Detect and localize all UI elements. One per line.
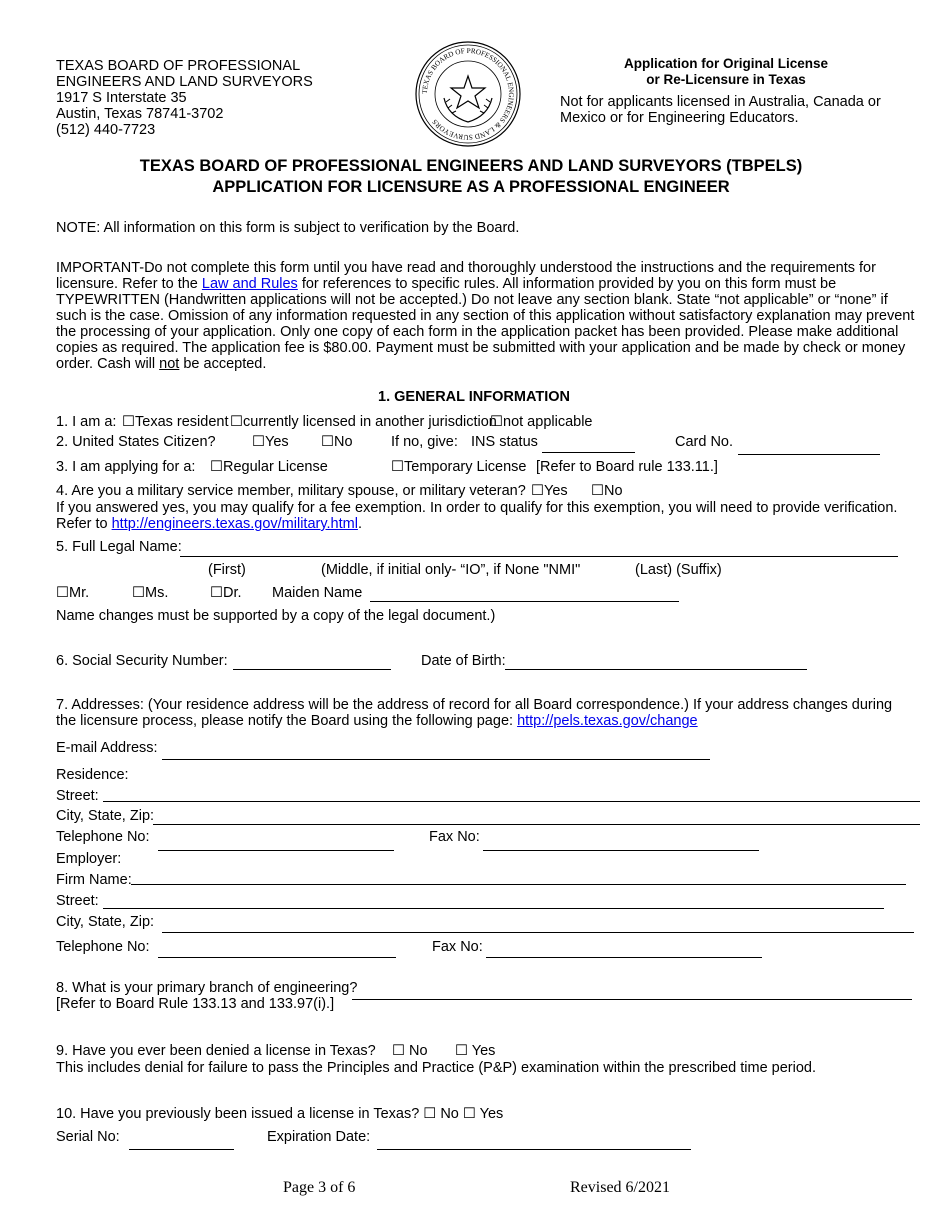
- q9-denial-note: This includes denial for failure to pass the Principles and Practice (P&P) examination within the prescribed time period.: [56, 1060, 817, 1076]
- important-line2-text: licensure. Refer to the: [56, 276, 202, 292]
- q4-military-yes-checkbox[interactable]: ☐Yes: [531, 483, 568, 499]
- q7-intro-line2: [56, 713, 698, 729]
- q2-label: 2. United States Citizen?: [56, 434, 216, 450]
- q5-last-caption: (Last) (Suffix): [635, 562, 722, 578]
- agency-name-line1: TEXAS BOARD OF PROFESSIONAL: [56, 58, 301, 74]
- important-line7-text-post: be accepted.: [179, 356, 267, 372]
- important-line2: [56, 276, 914, 292]
- q6-ssn-label: 6. Social Security Number:: [56, 653, 228, 669]
- agency-city: Austin, Texas 78741-3702: [56, 106, 224, 122]
- important-line1: IMPORTANT-Do not complete this form until you have read and thoroughly understood the instructions and the requirements for: [56, 260, 876, 276]
- q5-middle-caption: (Middle, if initial only- “IO”, if None "NMI": [321, 562, 581, 578]
- q3-regular-license-checkbox[interactable]: ☐Regular License: [210, 459, 328, 475]
- firm-name-field[interactable]: [131, 884, 906, 885]
- law-and-rules-link[interactable]: Law and Rules: [201, 276, 298, 292]
- q9-denied-no-checkbox[interactable]: ☐ No: [392, 1043, 428, 1059]
- residence-city-field[interactable]: [153, 824, 920, 825]
- q2-citizen-yes-checkbox[interactable]: ☐Yes: [252, 434, 289, 450]
- q4-military-no-checkbox[interactable]: ☐No: [591, 483, 623, 499]
- expiration-date-field[interactable]: [377, 1149, 691, 1150]
- employer-phone-field[interactable]: [158, 957, 396, 958]
- q1-texas-resident-checkbox[interactable]: ☐Texas resident: [122, 414, 229, 430]
- q5-ms-checkbox[interactable]: ☐Ms.: [132, 585, 169, 601]
- employer-city-field[interactable]: [162, 932, 914, 933]
- page-title-line1: TEXAS BOARD OF PROFESSIONAL ENGINEERS AND LAND SURVEYORS (TBPELS): [139, 157, 803, 175]
- q9-label: 9. Have you ever been denied a license in Texas?: [56, 1043, 376, 1059]
- important-line4: such is the case. Omission of any information requested in any section of this application without satisfactory explanation may prevent: [56, 308, 915, 324]
- employer-street-label: Street:: [56, 893, 99, 909]
- seal-ring-text: TEXAS BOARD OF PROFESSIONAL ENGINEERS & LAND SURVEYORS: [420, 46, 516, 142]
- employer-street-field[interactable]: [103, 908, 884, 909]
- date-of-birth-field[interactable]: [505, 669, 807, 670]
- q10-label[interactable]: 10. Have you previously been issued a license in Texas? ☐ No ☐ Yes: [56, 1106, 504, 1122]
- q2-citizen-no-checkbox[interactable]: ☐No: [321, 434, 353, 450]
- agency-address-block: [56, 58, 313, 138]
- q5-dr-checkbox[interactable]: ☐Dr.: [210, 585, 242, 601]
- revision-date: Revised 6/2021: [570, 1179, 670, 1196]
- employer-phone-label: Telephone No:: [56, 939, 150, 955]
- serial-no-label: Serial No:: [56, 1129, 120, 1145]
- q6-dob-label: Date of Birth:: [421, 653, 506, 669]
- agency-street: 1917 S Interstate 35: [56, 90, 187, 106]
- important-paragraph: [56, 260, 914, 372]
- q5-mr-checkbox[interactable]: ☐Mr.: [56, 585, 90, 601]
- address-change-link[interactable]: http://pels.texas.gov/change: [517, 713, 698, 729]
- important-line6: copies as required. The application fee is $80.00. Payment must be submitted with your application and be made by check or money: [56, 340, 906, 356]
- q4-fee-exemption-text: If you answered yes, you may qualify for a fee exemption. In order to qualify for this exemption, you will need to provide verification.: [56, 500, 898, 516]
- residence-street-field[interactable]: [103, 801, 920, 802]
- agency-phone: (512) 440-7723: [56, 122, 156, 138]
- firm-name-label: Firm Name:: [56, 872, 132, 888]
- employer-label: Employer:: [56, 851, 122, 867]
- form-type-title: [600, 56, 852, 88]
- important-line2-text-post: for references to specific rules. All information provided by you on this form must be: [297, 276, 837, 292]
- form-type-title-line1: Application for Original License: [623, 56, 829, 71]
- q4-period: .: [357, 516, 362, 532]
- q5-first-caption: (First): [208, 562, 246, 578]
- employer-city-label: City, State, Zip:: [56, 914, 155, 930]
- q5-maiden-name-label: Maiden Name: [272, 585, 363, 601]
- employer-fax-label: Fax No:: [432, 939, 483, 955]
- q8-rule-reference: [Refer to Board Rule 133.13 and 133.97(i).]: [56, 996, 335, 1012]
- important-line5: the processing of your application. Only one copy of each form in the application packet has been provided. Please make additional: [56, 324, 899, 340]
- q7-intro-line2-text: the licensure process, please notify the Board using the following page:: [56, 713, 518, 729]
- ins-status-field[interactable]: [542, 452, 635, 453]
- section-general-information-title: 1. GENERAL INFORMATION: [378, 389, 570, 405]
- form-note-line2: Mexico or for Engineering Educators.: [560, 110, 799, 126]
- agency-name-line2: ENGINEERS AND LAND SURVEYORS: [56, 74, 313, 90]
- form-applicability-note: [560, 94, 881, 126]
- important-line7-text: order. Cash will: [56, 356, 160, 372]
- verification-note: NOTE: All information on this form is subject to verification by the Board.: [56, 220, 520, 236]
- residence-street-label: Street:: [56, 788, 99, 804]
- q9-denied-yes-checkbox[interactable]: ☐ Yes: [455, 1043, 496, 1059]
- military-info-link[interactable]: http://engineers.texas.gov/military.html: [111, 516, 358, 532]
- employer-fax-field[interactable]: [486, 957, 762, 958]
- q3-temporary-license-checkbox[interactable]: ☐Temporary License: [391, 459, 527, 475]
- residence-fax-field[interactable]: [483, 850, 759, 851]
- serial-number-field[interactable]: [129, 1149, 234, 1150]
- q1-licensed-other-jurisdiction-checkbox[interactable]: ☐currently licensed in another jurisdiction: [230, 414, 497, 430]
- residence-label: Residence:: [56, 767, 129, 783]
- important-line3: TYPEWRITTEN (Handwritten applications will not be accepted.) Do not leave any section blank. State “not applicable” or “none” if: [56, 292, 888, 308]
- residence-fax-label: Fax No:: [429, 829, 480, 845]
- engineering-branch-field[interactable]: [352, 999, 912, 1000]
- q1-not-applicable-checkbox[interactable]: ☐not applicable: [490, 414, 593, 430]
- q3-board-rule-reference: [Refer to Board rule 133.11.]: [536, 459, 718, 475]
- q4-refer-text: Refer to: [56, 516, 112, 532]
- email-field[interactable]: [162, 759, 710, 760]
- residence-phone-label: Telephone No:: [56, 829, 150, 845]
- page-title-line2: APPLICATION FOR LICENSURE AS A PROFESSIONAL ENGINEER: [212, 178, 730, 196]
- q8-question: 8. What is your primary branch of engineering?: [56, 980, 358, 996]
- q1-label: 1. I am a:: [56, 414, 117, 430]
- q4-label: 4. Are you a military service member, military spouse, or military veteran?: [56, 483, 526, 499]
- q5-name-change-note: Name changes must be supported by a copy of the legal document.): [56, 608, 496, 624]
- q7-intro-line1: 7. Addresses: (Your residence address will be the address of record for all Board correspondence.) If your address changes during: [56, 697, 893, 713]
- q8-label: [56, 980, 357, 1012]
- q2-ins-status-label: INS status: [471, 434, 538, 450]
- expiration-date-label: Expiration Date:: [267, 1129, 371, 1145]
- board-seal-icon: [414, 40, 522, 148]
- full-legal-name-field[interactable]: [180, 556, 898, 557]
- important-line7-underlined: not: [159, 356, 180, 372]
- form-note-line1: Not for applicants licensed in Australia, Canada or: [560, 94, 881, 110]
- q2-card-no-label: Card No.: [675, 434, 734, 450]
- q5-label: 5. Full Legal Name:: [56, 539, 182, 555]
- card-number-field[interactable]: [738, 454, 880, 455]
- page-title: [0, 156, 942, 198]
- q2-if-no-label: If no, give:: [391, 434, 458, 450]
- email-label: E-mail Address:: [56, 740, 158, 756]
- residence-city-label: City, State, Zip:: [56, 808, 155, 824]
- ssn-field[interactable]: [233, 669, 391, 670]
- form-type-title-line2: or Re-Licensure in Texas: [646, 72, 806, 87]
- q4-refer-line: [56, 516, 362, 532]
- page-number: Page 3 of 6: [283, 1179, 356, 1196]
- important-line7: [56, 356, 914, 372]
- residence-phone-field[interactable]: [158, 850, 394, 851]
- q3-label: 3. I am applying for a:: [56, 459, 196, 475]
- maiden-name-field[interactable]: [370, 601, 679, 602]
